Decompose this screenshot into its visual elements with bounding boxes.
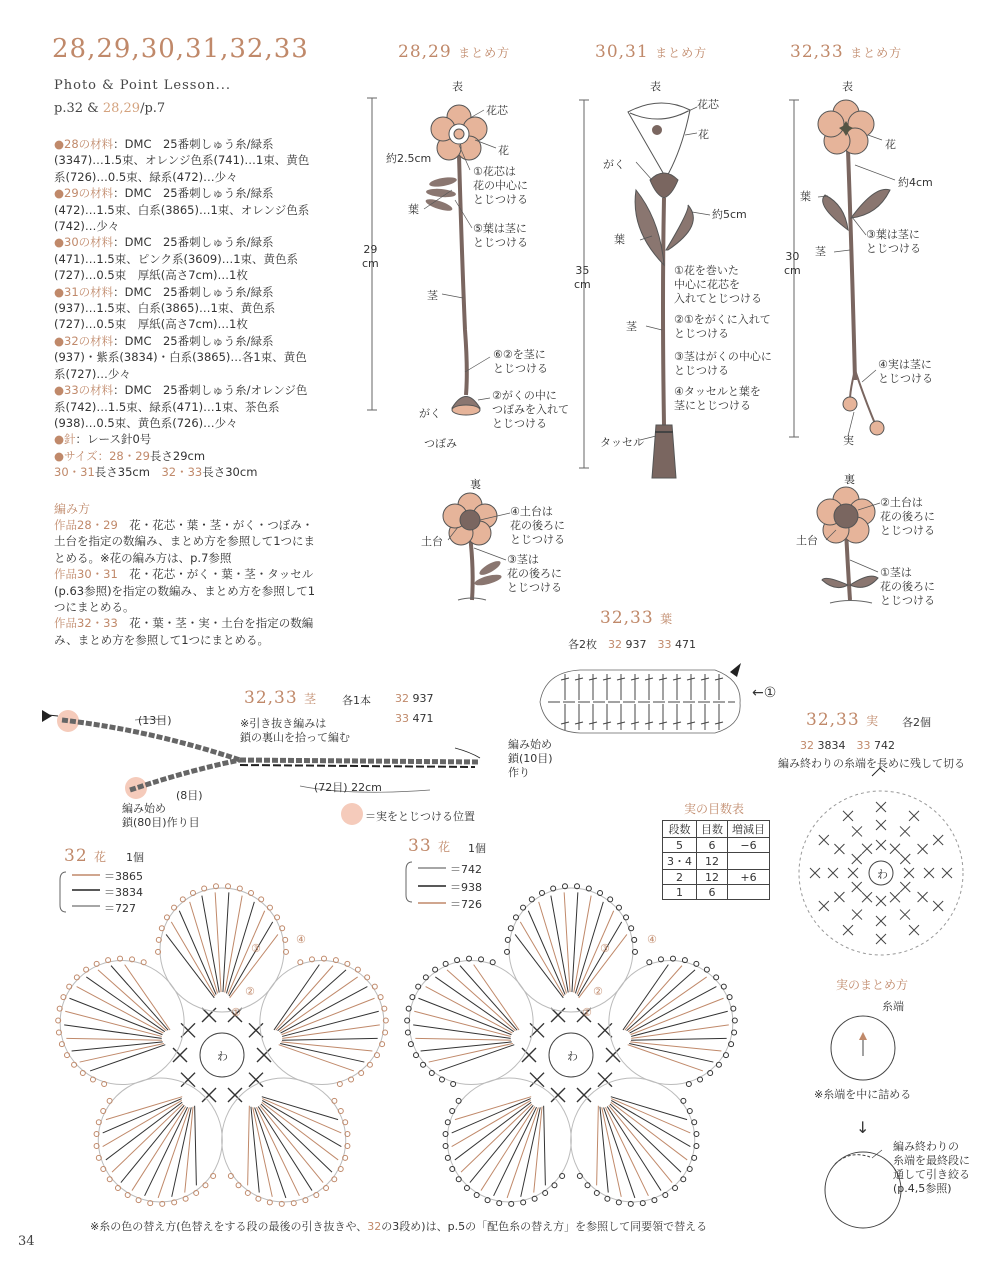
flower33-legend-3: ＝726 [450, 898, 482, 911]
label-base-c: 土台 [796, 534, 818, 547]
step-c4: ④実は茎に とじつける [878, 358, 933, 385]
back-label-c: 裏 [844, 473, 855, 486]
assembly-30-31-title: 30,31 まとめ方 [595, 42, 708, 62]
table-row: 2 12 +6 [663, 870, 770, 885]
flower32-center: わ [217, 1050, 228, 1063]
step-bud-attach: ⑥②を茎に とじつける [493, 348, 548, 375]
label-core: 花芯 [486, 104, 508, 117]
label-leaf-c: 葉 [800, 190, 811, 203]
material-32: ●32の材料：DMC 25番刺しゅう糸/緑系(937)・紫系(3834)・白系(3865)…各1束、黄色系(727)…少々 [54, 333, 307, 381]
step-c3: ③葉は茎に とじつける [866, 228, 921, 255]
step-c2: ②土台は 花の後ろに とじつける [880, 496, 935, 537]
page-number: 34 [18, 1234, 35, 1249]
table-row: 1 6 [663, 885, 770, 900]
flower33-round4: ④ [647, 933, 657, 946]
stem-r13: (13目) [138, 714, 172, 727]
howto-heading: 編み方 [54, 502, 91, 516]
flower32-legend-3: ＝727 [104, 902, 136, 915]
flower32-round2: ② [245, 985, 255, 998]
stem-color-32: 32 937 [395, 692, 434, 705]
leaf-count: 各2枚 32 937 33 471 [568, 638, 696, 651]
flower32-round1: ① [231, 1006, 241, 1019]
material-needle: ●針：レース針0号 [54, 432, 152, 447]
label-stem-c: 茎 [815, 245, 826, 258]
label-stem-b: 茎 [626, 320, 637, 333]
label-size-c: 約4cm [898, 176, 933, 189]
flower33-round3: ③ [600, 942, 610, 955]
material-31: ●31の材料：DMC 25番刺しゅう糸/緑系(937)…1.5束、白系(3865)…1束、黄色系(727)…0.5束 厚紙(高さ7cm)…1枚 [54, 284, 276, 332]
fruit-finish-title: 実のまとめ方 [836, 978, 909, 992]
fruit-count: 各2個 [902, 716, 931, 729]
footer-note: ※糸の色の替え方(色替えをする段の最後の引き抜きや、32の3段め)は、p.5の「配色糸の替え方」を参照して同要領で替える [90, 1220, 708, 1233]
material-30: ●30の材料：DMC 25番刺しゅう糸/緑系(471)…1.5束、ピンク系(3609)…1束、黄色系(727)…0.5束 厚紙(高さ7cm)…1枚 [54, 235, 299, 283]
fruit-finish-note1: ※糸端を中に詰める [814, 1088, 912, 1101]
front-label-b: 表 [650, 80, 661, 93]
step-b1: ①花を巻いた 中心に花芯を 入れてとじつける [674, 264, 762, 305]
flower33-center: わ [567, 1050, 578, 1063]
fruit-title: 32,33 実 [806, 710, 880, 730]
fruit-note: 編み終わりの糸端を長めに残して切る [778, 757, 965, 770]
label-tassel: タッセル [600, 436, 644, 449]
howto-32-33: 作品32・33 花・葉・茎・実・土台を指定の数編み、まとめ方を参照して1つにまとめる。 [54, 616, 314, 647]
step-c1: ①茎は 花の後ろに とじつける [880, 566, 935, 607]
label-size: 約2.5cm [386, 152, 432, 165]
flower32-title: 32 花 [64, 846, 108, 866]
label-fruit: 実 [843, 434, 854, 447]
flower32-legend-2: ＝3834 [104, 886, 143, 899]
fruit-finish-note2: 編み終わりの 糸端を最終段に 通して引き絞る (p.4,5参照) [893, 1140, 970, 1195]
leaf-title: 32,33 葉 [600, 608, 674, 628]
fruit-finish-thread: 糸端 [882, 1000, 904, 1013]
step-calyx: ②がくの中に つぼみを入れて とじつける [492, 389, 569, 430]
label-flower: 花 [498, 144, 509, 157]
table-header: 増減目 [728, 821, 770, 838]
front-label: 表 [452, 80, 463, 93]
label-flower-c: 花 [885, 138, 896, 151]
rows-table-title: 実の目数表 [684, 802, 745, 816]
flower33-legend-1: ＝742 [450, 863, 482, 876]
step-core: ①花芯は 花の中心に とじつける [473, 165, 528, 206]
stem-count: 各1本 [342, 694, 371, 707]
stem-title: 32,33 茎 [244, 688, 318, 708]
back-label: 裏 [470, 478, 481, 491]
label-height: 29 cm [362, 243, 379, 270]
flower32-count: 1個 [126, 851, 144, 864]
label-size-b: 約5cm [712, 208, 747, 221]
material-33: ●33の材料：DMC 25番刺しゅう糸/オレンジ色系(742)…1.5束、緑系(471)…1束、茶色系(938)…0.5束、黄色系(726)…少々 [54, 383, 308, 430]
stem-legend: ＝実をとじつける位置 [365, 810, 475, 823]
fruit-center: わ [877, 868, 888, 881]
flower33-round2: ② [593, 985, 603, 998]
fruit-colors: 32 3834 33 742 [800, 739, 895, 752]
step-stem-back: ③茎は 花の後ろに とじつける [507, 553, 562, 594]
label-stem: 茎 [427, 289, 438, 302]
flower32-round3: ③ [251, 942, 261, 955]
label-height-b: 35 cm [574, 264, 591, 291]
howto-28-29: 作品28・29 花・花芯・葉・茎・がく・つぼみ・土台を指定の数編み、まとめ方を参照して1つにまとめる。※花の編み方は、p.7参照 [54, 518, 316, 565]
label-calyx-b: がく [603, 158, 625, 171]
leaf-start: 編み始め 鎖(10目) 作り [508, 738, 553, 779]
ref-prefix: p.32 & [54, 101, 103, 116]
howto-30-31: 作品30・31 花・花芯・がく・葉・茎・タッセル(p.63参照)を指定の数編み、まとめ方を参照して1つにまとめる。 [54, 567, 316, 615]
label-calyx: がく [419, 407, 441, 420]
flower33-title: 33 花 [408, 836, 452, 856]
stem-r8: (8目) [176, 789, 203, 802]
table-header: 段数 [663, 821, 697, 838]
page-title: 28,29,30,31,32,33 [52, 34, 309, 64]
label-base: 土台 [421, 535, 443, 548]
front-label-c: 表 [842, 80, 853, 93]
label-leaf-b: 葉 [614, 233, 625, 246]
down-arrow-icon: ↓ [856, 1118, 870, 1137]
stem-r72: (72目) 22cm [314, 781, 382, 794]
ref-suffix: /p.7 [140, 101, 166, 116]
label-core-b: 花芯 [697, 98, 719, 111]
label-leaf: 葉 [408, 203, 419, 216]
step-b2: ②①をがくに入れて とじつける [674, 313, 771, 340]
assembly-28-29-title: 28,29 まとめ方 [398, 42, 511, 62]
table-row: 3・4 12 [663, 853, 770, 870]
leaf-arrow: ←① [752, 685, 777, 701]
step-b4: ④タッセルと葉を 茎にとじつける [674, 385, 761, 412]
stem-color-33: 33 471 [395, 712, 434, 725]
flower32-round4: ④ [296, 933, 306, 946]
flower32-legend-1: ＝3865 [104, 870, 143, 883]
label-bud: つぼみ [424, 437, 457, 450]
label-flower-b: 花 [698, 128, 709, 141]
step-b3: ③茎はがくの中心に とじつける [674, 350, 772, 377]
table-row: 5 6 −6 [663, 838, 770, 853]
subtitle: Photo & Point Lesson... [54, 78, 232, 93]
stem-note: ※引き抜き編みは 鎖の裏山を拾って編む [240, 717, 350, 744]
step-leaf: ⑤葉は茎に とじつける [473, 222, 528, 249]
stem-start: 編み始め 鎖(80目)作り目 [122, 802, 200, 829]
label-height-c: 30 cm [784, 250, 801, 277]
material-size-2: 30・31長さ35cm 32・33長さ30cm [54, 465, 258, 480]
table-header: 目数 [697, 821, 728, 838]
flower33-count: 1個 [468, 842, 486, 855]
ref-highlight: 28,29 [102, 101, 141, 116]
material-29: ●29の材料：DMC 25番刺しゅう糸/緑系(472)…1.5束、白系(3865)…1束、オレンジ色系(742)…少々 [54, 186, 310, 234]
material-28: ●28の材料：DMC 25番刺しゅう糸/緑系(3347)…1.5束、オレンジ色系(741)…1束、黄色系(726)…0.5束、緑系(472)…少々 [54, 137, 310, 184]
material-size: ●サイズ：28・29長さ29cm [54, 448, 206, 463]
flower33-round1: ① [582, 1006, 592, 1019]
flower33-legend-2: ＝938 [450, 881, 482, 894]
step-base: ④土台は 花の後ろに とじつける [510, 505, 565, 546]
assembly-32-33-title: 32,33 まとめ方 [790, 42, 903, 62]
